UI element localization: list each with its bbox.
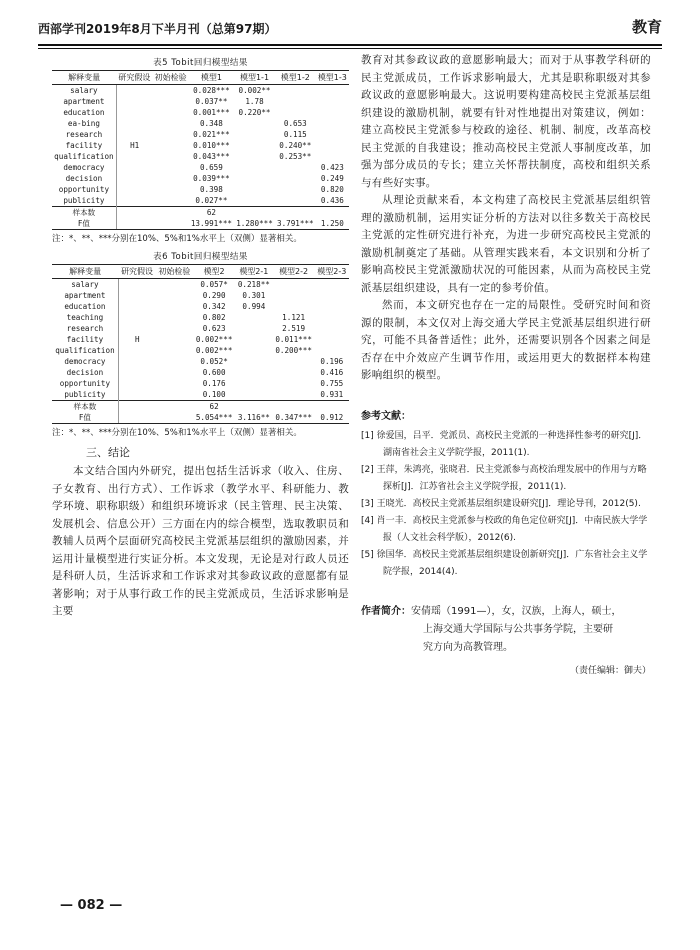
table5-value-cell — [234, 129, 275, 140]
table5-blank-cell — [153, 207, 189, 219]
table6-value-cell: 0.057* — [200, 280, 228, 289]
table5-var-cell: F值 — [52, 218, 116, 230]
table6-value-cell — [273, 279, 315, 291]
table5-value-cell: 0.249 — [320, 174, 344, 183]
table6-row — [52, 279, 349, 291]
table5-blank-cell — [116, 218, 152, 230]
table6-value-cell: 0.931 — [320, 390, 344, 399]
table5-row — [52, 207, 349, 219]
table5-var-cell: qualification — [52, 151, 116, 162]
table5-value-cell: 0.037** — [195, 97, 228, 106]
table5-body — [52, 85, 349, 230]
table5-value-cell — [234, 151, 275, 162]
table6-var-cell: F值 — [52, 412, 118, 424]
table6-value-cell — [273, 301, 315, 312]
table5-value-cell: 0.398 — [199, 185, 223, 194]
right-paragraph-1: 教育对其参政议政的意愿影响最大；而对于从事教学科研的民主党派成员，工作诉求影响最大，尤其是职称职级对其参政议政的意愿影响最大。这说明要构建高校民主党派基层组织建设的激励机制，就要有针对性地提出对策建议，例如：建立高校民主党派参与校政的途径、机制、制度，改革高校民主党派的自我建设；推动高校民主党派人事制度改革，加强为部分成员的专长；建立关怀帮扶制度，高校和组织关系与有些好实事。 — [361, 54, 651, 189]
table5-var-cell: facility — [52, 140, 116, 151]
table6-value-cell: 0.002*** — [195, 346, 233, 355]
table5-row — [52, 107, 349, 118]
table6-blank-cell — [118, 401, 155, 413]
reference-item: [1] 徐爱国，吕平．党派员、高校民主党派的一种选择性参考的研究[J]．湖南省社会主义学院学报，2011(1). — [361, 430, 648, 458]
table5-value-cell — [234, 173, 275, 184]
section-label: 教育 — [631, 18, 662, 36]
table5-value-cell — [234, 195, 275, 207]
table5-value-cell — [275, 195, 316, 207]
table6-var-cell: decision — [52, 367, 118, 378]
table5-var-cell: 样本数 — [52, 207, 116, 219]
table5-col-init: 初始检验 — [153, 71, 189, 85]
table5 — [52, 70, 349, 230]
table6-row — [52, 323, 349, 334]
journal-issue-line — [38, 20, 276, 37]
table6-value-cell — [235, 356, 272, 367]
table6-value-cell: 0.755 — [320, 379, 344, 388]
table6-value-cell: 0.912 — [315, 412, 349, 424]
table5-value-cell — [316, 207, 349, 219]
table5-var-cell: salary — [52, 85, 116, 97]
table5-col-var: 解释变量 — [52, 71, 116, 85]
table6-value-cell — [315, 301, 349, 312]
table5-value-cell: 13.991*** — [189, 218, 234, 230]
table5-value-cell: 0.436 — [320, 196, 344, 205]
table5-row — [52, 151, 349, 162]
table6-row — [52, 301, 349, 312]
table6-value-cell: 2.519 — [282, 324, 306, 333]
table6-value-cell — [235, 378, 272, 389]
table6-row — [52, 367, 349, 378]
table6-row — [52, 412, 349, 424]
table6-value-cell — [273, 378, 315, 389]
table6-row — [52, 334, 349, 345]
table5-value-cell: 0.653 — [283, 119, 307, 128]
author-label: 作者简介： — [361, 605, 411, 617]
table5-value-cell — [316, 140, 349, 151]
table5-value-cell: 0.115 — [283, 130, 307, 139]
table6-value-cell: 0.176 — [202, 379, 226, 388]
table6-var-cell: democracy — [52, 356, 118, 367]
issue-info: 2019年8月下半月刊（总第97期） — [86, 22, 277, 36]
table6-var-cell: opportunity — [52, 378, 118, 389]
table5-value-cell — [234, 162, 275, 173]
table5-col-m1: 模型1 — [189, 71, 234, 85]
table5-value-cell: 0.043*** — [193, 152, 230, 161]
table5-value-cell: 0.021*** — [193, 130, 230, 139]
table5-value-cell: 0.820 — [320, 185, 344, 194]
table5-value-cell: 62 — [189, 207, 234, 219]
table6-var-cell: education — [52, 301, 118, 312]
table6-value-cell — [235, 312, 272, 323]
table6-value-cell — [273, 290, 315, 301]
page-header — [38, 16, 662, 42]
table6-value-cell — [235, 345, 272, 356]
table5-value-cell — [275, 207, 316, 219]
author-line-2: 上海交通大学国际与公共事务学院，主要研 — [423, 623, 613, 635]
table6-value-cell — [315, 279, 349, 291]
right-column — [361, 52, 651, 676]
table5-value-cell — [275, 96, 316, 107]
table5-var-cell: apartment — [52, 96, 116, 107]
table5-value-cell — [275, 184, 316, 195]
table5-blank-cell — [153, 218, 189, 230]
table6-var-cell: apartment — [52, 290, 118, 301]
table5-col-hyp: 研究假设 — [116, 71, 152, 85]
table5-value-cell: 3.791*** — [275, 218, 316, 230]
table6-row — [52, 389, 349, 401]
table6-value-cell — [315, 334, 349, 345]
table6-init-cell — [156, 279, 193, 401]
reference-item: [5] 徐国华．高校民主党派基层组织建设创新研究[J]．广东省社会主义学院学报，2014(4). — [361, 549, 648, 577]
table5-row — [52, 218, 349, 230]
table6-value-cell: 0.290 — [202, 291, 226, 300]
table5-value-cell: 0.028*** — [193, 86, 230, 95]
header-rule — [38, 44, 662, 46]
table5-value-cell: 0.027** — [195, 196, 228, 205]
author-line-1: 安倩瑶（1991—），女，汉族，上海人，硕士， — [411, 605, 622, 617]
conclusion-paragraph: 本文结合国内外研究，提出包括生活诉求（收入、住房、子女教育、出行方式）、工作诉求（教学水平、科研能力、教学环境、职称职级）和组织环境诉求（民主管理、民主决策、发展机会、信息公开）三方面在内的综合模型，选取教职员和教辅人员两个层面研究高校民主党派基层组织的激励因素，并运用计量模型进行实证分析。本文发现，无论是对行政人员还是科研人员，生活诉求和工作诉求对其参政议政的意愿都有显著影响；对于从事行政工作的民主党派成员，生活诉求影响是主要 — [52, 465, 349, 617]
table5-var-cell: ea-bing — [52, 118, 116, 129]
table6-blank-cell — [118, 412, 155, 424]
table5-value-cell: 1.78 — [245, 97, 264, 106]
references-heading: 参考文献： — [361, 410, 411, 422]
responsible-editor: （责任编辑：御夫） — [569, 665, 651, 676]
table5-value-cell — [275, 85, 316, 97]
table6-col-init: 初始检验 — [156, 265, 193, 279]
table6-header-row — [52, 265, 349, 279]
table6-value-cell: 0.342 — [202, 302, 226, 311]
author-bio — [361, 603, 651, 657]
table6-value-cell: 1.121 — [282, 313, 306, 322]
table5-value-cell: 0.220** — [238, 108, 271, 117]
table6-var-cell: publicity — [52, 389, 118, 401]
table6-row — [52, 345, 349, 356]
table6-value-cell — [315, 401, 349, 413]
table6-value-cell: 0.218** — [237, 280, 270, 289]
table5-var-cell: democracy — [52, 162, 116, 173]
table6-value-cell: 0.994 — [242, 302, 266, 311]
table5-value-cell: 0.010*** — [193, 141, 230, 150]
table5-value-cell — [316, 85, 349, 97]
table5-value-cell: 0.039*** — [193, 174, 230, 183]
author-line-3: 究方向为高教管理。 — [423, 641, 513, 653]
table6-value-cell: 3.116** — [235, 412, 272, 424]
table6-value-cell — [235, 323, 272, 334]
table5-value-cell: 0.001*** — [193, 108, 230, 117]
table5-col-m11: 模型1-1 — [234, 71, 275, 85]
table5-value-cell: 0.423 — [320, 163, 344, 172]
table6-value-cell: 0.196 — [320, 357, 344, 366]
table5-row — [52, 173, 349, 184]
table6-value-cell — [235, 389, 272, 401]
table6-col-var: 解释变量 — [52, 265, 118, 279]
table5-value-cell — [316, 151, 349, 162]
table6-value-cell: 5.054*** — [193, 412, 235, 424]
table6-row — [52, 312, 349, 323]
table6-value-cell — [315, 312, 349, 323]
table6-value-cell — [235, 401, 272, 413]
table5-value-cell — [316, 129, 349, 140]
table5-value-cell — [316, 96, 349, 107]
table6-col-m23: 模型2-3 — [315, 265, 349, 279]
table5-row — [52, 140, 349, 151]
table5-var-cell: publicity — [52, 195, 116, 207]
right-paragraph-2: 从理论贡献来看，本文构建了高校民主党派基层组织管理的激励机制，运用实证分析的方法对以往多数关于高校民主党派的定性研究进行补充，为进一步研究高校民主党派的激励机制奠定了基础。从管理实践来看，本文识别和分析了影响高校民主党派激励状况的可能因素，从而为高校民主党派基层组织建设，具有一定的参考价值。 — [361, 194, 651, 294]
table6-hypothesis-cell: H — [134, 335, 140, 344]
table6-value-cell — [273, 356, 315, 367]
table5-value-cell — [234, 118, 275, 129]
table5-row — [52, 85, 349, 97]
table6-row — [52, 290, 349, 301]
table5-row — [52, 184, 349, 195]
table5-var-cell: research — [52, 129, 116, 140]
table5-col-m12: 模型1-2 — [275, 71, 316, 85]
table6-value-cell: 0.623 — [202, 324, 226, 333]
table6-caption: 表6 Tobit回归模型结果 — [153, 252, 248, 262]
table6-row — [52, 356, 349, 367]
reference-item: [3] 王晓光．高校民主党派基层组织建设研究[J]．理论导刊，2012(5). — [361, 498, 641, 509]
table5-init-cell — [153, 85, 189, 207]
table5-var-cell: decision — [52, 173, 116, 184]
table5-value-cell — [234, 184, 275, 195]
table5-value-cell — [316, 107, 349, 118]
table6-value-cell: 0.600 — [202, 368, 226, 377]
table5-value-cell — [316, 118, 349, 129]
table5-hypothesis-cell: H1 — [130, 141, 140, 150]
table6-var-cell: teaching — [52, 312, 118, 323]
table6-var-cell: salary — [52, 279, 118, 291]
table5-row — [52, 129, 349, 140]
table5-value-cell: 0.659 — [199, 163, 223, 172]
table5-value-cell: 0.348 — [199, 119, 223, 128]
table5-caption: 表5 Tobit回归模型结果 — [153, 58, 248, 68]
table5-row — [52, 96, 349, 107]
left-column — [52, 52, 349, 621]
page-number: — 082 — — [60, 898, 123, 913]
table5-header-row — [52, 71, 349, 85]
table5-var-cell: opportunity — [52, 184, 116, 195]
table6-blank-cell — [156, 401, 193, 413]
table6-value-cell: 0.416 — [320, 368, 344, 377]
table6-value-cell — [235, 367, 272, 378]
table6-var-cell: qualification — [52, 345, 118, 356]
table6-value-cell: 0.052* — [200, 357, 228, 366]
table6-var-cell: research — [52, 323, 118, 334]
table5-value-cell — [275, 162, 316, 173]
table6-value-cell: 0.011*** — [275, 335, 312, 344]
table6-col-m21: 模型2-1 — [235, 265, 272, 279]
table6-value-cell: 0.347*** — [273, 412, 315, 424]
table5-value-cell — [234, 140, 275, 151]
reference-item: [4] 肖一丰．高校民主党派参与校政的角色定位研究[J]．中南民族大学学报（人文社会科学版），2012(6). — [361, 515, 648, 543]
journal-name: 西部学刊 — [38, 22, 87, 36]
table5-row — [52, 118, 349, 129]
right-paragraph-3: 然而，本文研究也存在一定的局限性。受研究时间和资源的限制，本文仅对上海交通大学民主党派基层组织进行研究，可能不具备普适性；此外，还需要识别各个因素之间是否存在中介效应产生调节作用，或运用更大的数据样本构建影响组织的模型。 — [361, 299, 651, 381]
table6-col-hyp: 研究假设 — [118, 265, 155, 279]
section-heading-conclusion: 三、结论 — [86, 446, 130, 459]
table5-blank-cell — [116, 207, 152, 219]
table5-value-cell: 0.240** — [279, 141, 312, 150]
table6-row — [52, 401, 349, 413]
table5-row — [52, 162, 349, 173]
table6-value-cell — [273, 401, 315, 413]
table5-value-cell: 1.280*** — [234, 218, 275, 230]
table5-value-cell: 0.002** — [238, 86, 271, 95]
table6-note: 注：*、**、***分别在10%、5%和1%水平上（双侧）显著相关。 — [52, 428, 302, 438]
table6-value-cell: 0.200*** — [275, 346, 312, 355]
table6-col-m2: 模型2 — [193, 265, 235, 279]
table6-value-cell — [315, 290, 349, 301]
table6-value-cell — [273, 367, 315, 378]
table5-note: 注：*、**、***分别在10%、5%和1%水平上（双侧）显著相关。 — [52, 234, 302, 244]
table6-value-cell — [315, 345, 349, 356]
table6-value-cell: 0.802 — [202, 313, 226, 322]
reference-item: [2] 王萍，朱鸿亮，张晓君．民主党派参与高校治理发展中的作用与方略探析[J]．江苏省社会主义学院学报，2011(1). — [361, 464, 647, 492]
table5-value-cell — [275, 107, 316, 118]
table6-col-m22: 模型2-2 — [273, 265, 315, 279]
table5-value-cell — [275, 173, 316, 184]
table5-value-cell: 0.253** — [279, 152, 312, 161]
table6-value-cell: 0.100 — [202, 390, 226, 399]
table5-var-cell: education — [52, 107, 116, 118]
table6-blank-cell — [156, 412, 193, 424]
table6-value-cell — [235, 334, 272, 345]
table6-value-cell — [315, 323, 349, 334]
table5-row — [52, 195, 349, 207]
table6-body — [52, 279, 349, 424]
table5-value-cell: 1.250 — [316, 218, 349, 230]
table6-row — [52, 378, 349, 389]
table6 — [52, 264, 349, 424]
table6-value-cell: 0.301 — [242, 291, 266, 300]
table5-col-m13: 模型1-3 — [316, 71, 349, 85]
table5-value-cell — [234, 207, 275, 219]
table6-var-cell: facility — [52, 334, 118, 345]
table6-value-cell: 0.002*** — [195, 335, 233, 344]
header-rule-thin — [38, 48, 662, 49]
table6-value-cell — [273, 389, 315, 401]
table6-var-cell: 样本数 — [52, 401, 118, 413]
table6-value-cell: 62 — [193, 401, 235, 413]
